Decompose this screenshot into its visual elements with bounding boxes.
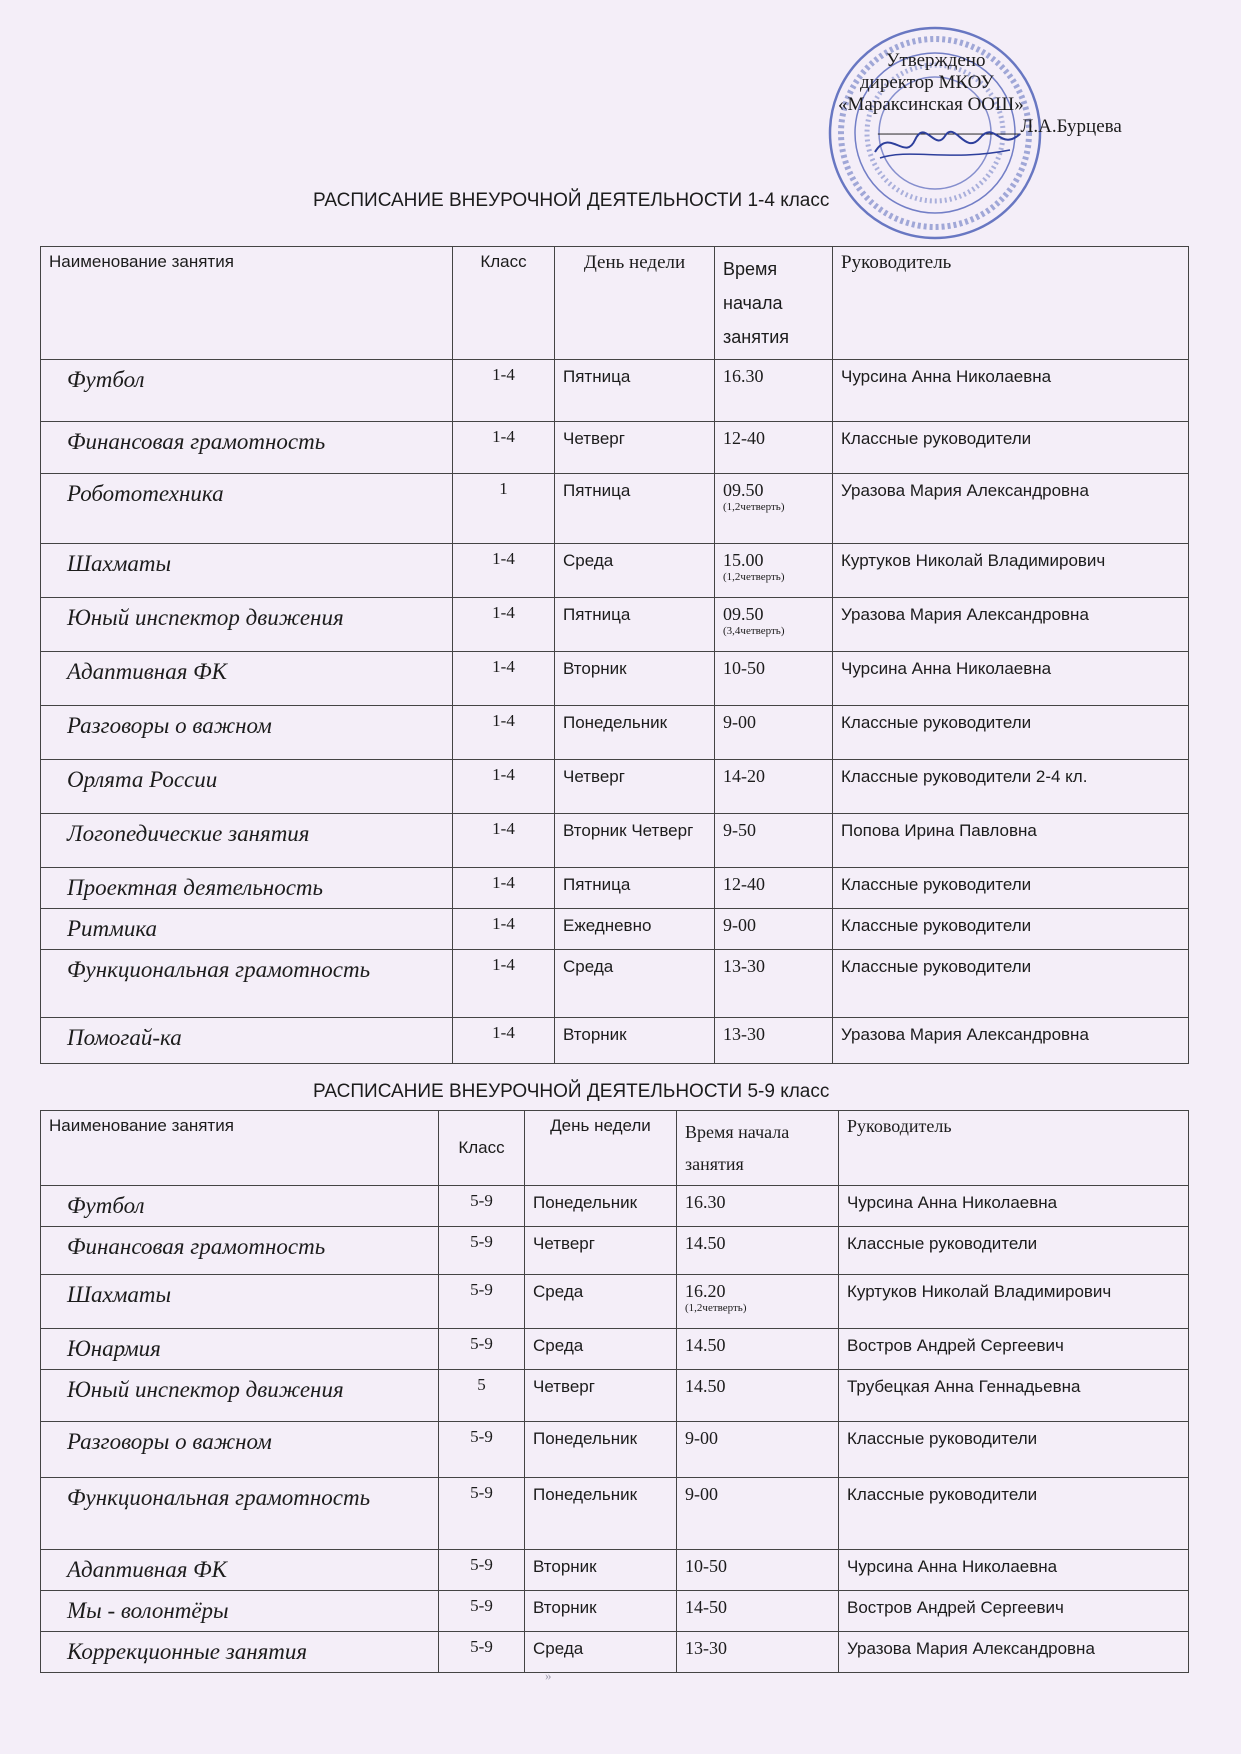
teacher-cell — [839, 1478, 1189, 1550]
teacher-cell — [839, 1370, 1189, 1422]
start-time-cell — [715, 760, 833, 814]
weekday-cell-text: Четверг — [533, 1234, 595, 1253]
start-time-cell-text: 14-50 — [685, 1597, 727, 1617]
class-cell — [453, 814, 555, 868]
teacher-cell — [839, 1632, 1189, 1673]
weekday-cell-text: Пятница — [563, 875, 631, 894]
start-time-cell — [677, 1275, 839, 1329]
activity-name-cell — [41, 1478, 439, 1550]
start-time-cell-text: 9-00 — [723, 915, 756, 935]
class-cell — [439, 1186, 525, 1227]
start-time-cell-text: 10-50 — [723, 658, 765, 678]
weekday-cell-text: Вторник — [533, 1598, 597, 1617]
class-cell-text: 1-4 — [492, 365, 515, 384]
class-cell — [439, 1227, 525, 1275]
class-cell-text: 5-9 — [470, 1232, 493, 1251]
activity-name-cell-text: Функциональная грамотность — [67, 957, 371, 982]
activity-name-cell-text: Функциональная грамотность — [67, 1485, 371, 1510]
table-row — [41, 1370, 1189, 1422]
teacher-cell-text: Чурсина Анна Николаевна — [847, 1557, 1058, 1576]
start-time-cell-text: 12-40 — [723, 874, 765, 894]
activity-name-cell-text: Разговоры о важном — [67, 713, 272, 738]
teacher-cell-text: Попова Ирина Павловна — [841, 821, 1037, 840]
activity-name-cell — [41, 814, 453, 868]
activity-name-cell-text: Робототехника — [67, 481, 224, 506]
weekday-cell — [525, 1227, 677, 1275]
activity-name-cell-text: Адаптивная ФК — [67, 1557, 227, 1582]
start-time-cell-text: 13-30 — [685, 1638, 727, 1658]
approval-line-director: директор МКОУ — [860, 72, 994, 93]
header-name: Наименование занятия — [41, 1111, 439, 1186]
teacher-cell-text: Востров Андрей Сергеевич — [847, 1336, 1064, 1355]
activity-name-cell-text: Адаптивная ФК — [67, 659, 227, 684]
start-time-cell — [715, 909, 833, 950]
class-cell — [453, 360, 555, 422]
table-row — [41, 909, 1189, 950]
weekday-cell-text: Понедельник — [563, 713, 668, 732]
weekday-cell-text: Ежедневно — [563, 916, 652, 935]
start-time-cell — [677, 1227, 839, 1275]
weekday-cell — [555, 950, 715, 1018]
class-cell — [453, 868, 555, 909]
activity-name-cell — [41, 422, 453, 474]
class-cell — [453, 706, 555, 760]
teacher-cell — [833, 598, 1189, 652]
weekday-cell-text: Четверг — [563, 767, 625, 786]
teacher-cell-text: Классные руководители — [841, 713, 1032, 732]
weekday-cell — [555, 909, 715, 950]
teacher-cell-text: Классные руководители — [841, 916, 1032, 935]
weekday-cell-text: Среда — [563, 957, 614, 976]
class-cell — [453, 1018, 555, 1064]
class-cell — [453, 544, 555, 598]
start-time-cell-text: 09.50 — [723, 604, 764, 624]
weekday-cell-text: Вторник — [563, 659, 627, 678]
weekday-cell-text: Пятница — [563, 481, 631, 500]
weekday-cell — [555, 868, 715, 909]
class-cell-text: 1-4 — [492, 549, 515, 568]
class-cell-text: 1-4 — [492, 873, 515, 892]
activity-name-cell-text: Шахматы — [67, 1282, 172, 1307]
teacher-cell-text: Классные руководители — [841, 875, 1032, 894]
teacher-cell — [833, 652, 1189, 706]
start-time-cell — [715, 706, 833, 760]
class-cell — [453, 474, 555, 544]
start-time-cell — [715, 360, 833, 422]
class-cell-text: 1-4 — [492, 765, 515, 784]
header-time: Время начала занятия — [715, 247, 833, 360]
start-time-cell — [715, 474, 833, 544]
table-row — [41, 1018, 1189, 1064]
start-time-cell-text: 9-00 — [685, 1484, 718, 1504]
weekday-cell — [555, 360, 715, 422]
activity-name-cell — [41, 652, 453, 706]
activity-name-cell — [41, 1550, 439, 1591]
teacher-cell-text: Чурсина Анна Николаевна — [847, 1193, 1058, 1212]
activity-name-cell — [41, 474, 453, 544]
class-cell — [439, 1370, 525, 1422]
start-time-cell-text: 14-20 — [723, 766, 765, 786]
class-cell-text: 1-4 — [492, 427, 515, 446]
quarter-note: (3,4четверть) — [723, 625, 785, 637]
class-cell-text: 1 — [499, 479, 508, 498]
activity-name-cell — [41, 1275, 439, 1329]
teacher-cell-text: Классные руководители — [847, 1429, 1038, 1448]
class-cell — [453, 652, 555, 706]
teacher-cell — [839, 1227, 1189, 1275]
start-time-cell — [715, 652, 833, 706]
teacher-cell — [833, 868, 1189, 909]
weekday-cell-text: Среда — [533, 1639, 584, 1658]
teacher-cell-text: Чурсина Анна Николаевна — [841, 659, 1052, 678]
teacher-cell — [833, 422, 1189, 474]
activity-name-cell — [41, 950, 453, 1018]
teacher-cell — [833, 760, 1189, 814]
table-row — [41, 814, 1189, 868]
activity-name-cell-text: Юнармия — [67, 1336, 161, 1361]
weekday-cell — [555, 814, 715, 868]
activity-name-cell-text: Орлята России — [67, 767, 218, 792]
teacher-cell — [833, 706, 1189, 760]
weekday-cell — [525, 1478, 677, 1550]
activity-name-cell-text: Мы - волонтёры — [67, 1598, 229, 1623]
activity-name-cell — [41, 1370, 439, 1422]
weekday-cell — [555, 760, 715, 814]
activity-name-cell — [41, 909, 453, 950]
activity-name-cell — [41, 360, 453, 422]
class-cell-text: 5-9 — [470, 1483, 493, 1502]
table-row — [41, 1591, 1189, 1632]
weekday-cell-text: Вторник — [563, 1025, 627, 1044]
class-cell — [439, 1275, 525, 1329]
start-time-cell — [677, 1422, 839, 1478]
teacher-cell — [839, 1591, 1189, 1632]
start-time-cell-text: 10-50 — [685, 1556, 727, 1576]
header-time: Время начала занятия — [677, 1111, 839, 1186]
weekday-cell-text: Понедельник — [533, 1193, 638, 1212]
teacher-cell — [833, 1018, 1189, 1064]
start-time-cell-text: 14.50 — [685, 1376, 726, 1396]
activity-name-cell-text: Логопедические занятия — [67, 821, 310, 846]
teacher-cell-text: Классные руководители — [841, 429, 1032, 448]
activity-name-cell — [41, 1329, 439, 1370]
table1-title: РАСПИСАНИЕ ВНЕУРОЧНОЙ ДЕЯТЕЛЬНОСТИ 1-4 класс — [313, 190, 830, 211]
class-cell-text: 1-4 — [492, 955, 515, 974]
weekday-cell-text: Понедельник — [533, 1485, 638, 1504]
table-row — [41, 950, 1189, 1018]
teacher-cell-text: Классные руководители — [841, 957, 1032, 976]
table-row — [41, 1632, 1189, 1673]
approval-line-name: Л.А.Бурцева — [1020, 116, 1122, 137]
teacher-cell-text: Классные руководители — [847, 1485, 1038, 1504]
start-time-cell — [677, 1186, 839, 1227]
weekday-cell-text: Среда — [533, 1282, 584, 1301]
start-time-cell — [715, 868, 833, 909]
teacher-cell — [833, 950, 1189, 1018]
activity-name-cell — [41, 706, 453, 760]
weekday-cell — [555, 1018, 715, 1064]
weekday-cell-text: Среда — [563, 551, 614, 570]
activity-name-cell-text: Футбол — [67, 1193, 145, 1218]
activity-name-cell-text: Ритмика — [67, 916, 158, 941]
activity-name-cell-text: Проектная деятельность — [67, 875, 323, 900]
start-time-cell — [715, 950, 833, 1018]
activity-name-cell — [41, 760, 453, 814]
table-row — [41, 1550, 1189, 1591]
start-time-cell-text: 9-50 — [723, 820, 756, 840]
header-day: День недели — [555, 247, 715, 360]
teacher-cell-text: Уразова Мария Александровна — [841, 481, 1089, 500]
class-cell — [453, 760, 555, 814]
start-time-cell — [677, 1370, 839, 1422]
start-time-cell-text: 16.30 — [723, 366, 764, 386]
quarter-note: (1,2четверть) — [685, 1302, 747, 1314]
activity-name-cell — [41, 868, 453, 909]
start-time-cell-text: 12-40 — [723, 428, 765, 448]
class-cell — [453, 422, 555, 474]
class-cell-text: 5-9 — [470, 1280, 493, 1299]
start-time-cell — [677, 1329, 839, 1370]
teacher-cell-text: Классные руководители — [847, 1234, 1038, 1253]
start-time-cell — [715, 422, 833, 474]
weekday-cell — [525, 1370, 677, 1422]
teacher-cell — [839, 1550, 1189, 1591]
teacher-cell-text: Уразова Мария Александровна — [841, 605, 1089, 624]
start-time-cell-text: 16.30 — [685, 1192, 726, 1212]
start-time-cell — [715, 598, 833, 652]
class-cell-text: 5-9 — [470, 1191, 493, 1210]
class-cell-text: 1-4 — [492, 914, 515, 933]
start-time-cell-text: 13-30 — [723, 956, 765, 976]
header-class: Класс — [453, 247, 555, 360]
activity-name-cell-text: Помогай-ка — [67, 1025, 182, 1050]
weekday-cell — [525, 1550, 677, 1591]
activity-name-cell — [41, 1227, 439, 1275]
activity-name-cell — [41, 1018, 453, 1064]
class-cell — [439, 1329, 525, 1370]
teacher-cell — [839, 1422, 1189, 1478]
class-cell — [453, 950, 555, 1018]
table-row — [41, 1275, 1189, 1329]
class-cell — [439, 1550, 525, 1591]
start-time-cell — [715, 1018, 833, 1064]
start-time-cell — [715, 544, 833, 598]
weekday-cell — [525, 1329, 677, 1370]
approval-line-approved: Утверждено — [886, 50, 986, 71]
class-cell — [453, 598, 555, 652]
director-signature — [870, 122, 1030, 167]
weekday-cell — [555, 544, 715, 598]
table-row — [41, 1478, 1189, 1550]
table-row — [41, 652, 1189, 706]
teacher-cell-text: Чурсина Анна Николаевна — [841, 367, 1052, 386]
teacher-cell-text: Востров Андрей Сергеевич — [847, 1598, 1064, 1617]
teacher-cell-text: Куртуков Николай Владимирович — [847, 1282, 1112, 1301]
teacher-cell — [833, 544, 1189, 598]
table-row — [41, 360, 1189, 422]
activity-name-cell — [41, 598, 453, 652]
class-cell-text: 5 — [477, 1375, 486, 1394]
header-class: Класс — [439, 1111, 525, 1186]
teacher-cell-text: Уразова Мария Александровна — [847, 1639, 1095, 1658]
teacher-cell — [833, 474, 1189, 544]
table-row — [41, 474, 1189, 544]
activity-name-cell — [41, 1591, 439, 1632]
activity-name-cell-text: Коррекционные занятия — [67, 1639, 308, 1664]
weekday-cell — [525, 1422, 677, 1478]
class-cell-text: 1-4 — [492, 711, 515, 730]
quarter-note: (1,2четверть) — [723, 571, 785, 583]
teacher-cell-text: Трубецкая Анна Геннадьевна — [847, 1377, 1081, 1396]
weekday-cell — [525, 1591, 677, 1632]
table-row — [41, 544, 1189, 598]
class-cell-text: 1-4 — [492, 819, 515, 838]
table-row — [41, 868, 1189, 909]
header-name: Наименование занятия — [41, 247, 453, 360]
start-time-cell-text: 14.50 — [685, 1335, 726, 1355]
table-row — [41, 1227, 1189, 1275]
start-time-cell — [677, 1591, 839, 1632]
activity-name-cell — [41, 1186, 439, 1227]
table-row — [41, 422, 1189, 474]
teacher-cell — [833, 360, 1189, 422]
weekday-cell-text: Вторник — [533, 1557, 597, 1576]
activity-name-cell-text: Финансовая грамотность — [67, 429, 326, 454]
teacher-cell — [833, 814, 1189, 868]
footer-mark: » — [545, 1668, 552, 1683]
weekday-cell-text: Понедельник — [533, 1429, 638, 1448]
table-row — [41, 1186, 1189, 1227]
class-cell-text: 5-9 — [470, 1555, 493, 1574]
class-cell-text: 1-4 — [492, 1023, 515, 1042]
weekday-cell — [525, 1632, 677, 1673]
schedule-table-1-4 — [40, 246, 1189, 1064]
weekday-cell — [555, 422, 715, 474]
weekday-cell — [525, 1186, 677, 1227]
teacher-cell — [839, 1186, 1189, 1227]
table-row — [41, 598, 1189, 652]
class-cell-text: 1-4 — [492, 603, 515, 622]
weekday-cell-text: Четверг — [563, 429, 625, 448]
start-time-cell — [677, 1632, 839, 1673]
class-cell-text: 5-9 — [470, 1334, 493, 1353]
start-time-cell-text: 14.50 — [685, 1233, 726, 1253]
weekday-cell — [555, 652, 715, 706]
class-cell — [439, 1422, 525, 1478]
start-time-cell-text: 9-00 — [723, 712, 756, 732]
weekday-cell — [525, 1275, 677, 1329]
teacher-cell — [833, 909, 1189, 950]
start-time-cell-text: 16.20 — [685, 1281, 726, 1301]
activity-name-cell-text: Шахматы — [67, 551, 172, 576]
activity-name-cell-text: Футбол — [67, 367, 145, 392]
teacher-cell-text: Классные руководители 2-4 кл. — [841, 767, 1088, 786]
class-cell-text: 5-9 — [470, 1596, 493, 1615]
activity-name-cell — [41, 544, 453, 598]
table-row — [41, 1422, 1189, 1478]
start-time-cell-text: 15.00 — [723, 550, 764, 570]
activity-name-cell-text: Юный инспектор движения — [67, 605, 344, 630]
teacher-cell-text: Уразова Мария Александровна — [841, 1025, 1089, 1044]
activity-name-cell-text: Разговоры о важном — [67, 1429, 272, 1454]
teacher-cell — [839, 1275, 1189, 1329]
weekday-cell — [555, 474, 715, 544]
start-time-cell-text: 09.50 — [723, 480, 764, 500]
weekday-cell-text: Вторник Четверг — [563, 821, 694, 840]
activity-name-cell — [41, 1422, 439, 1478]
activity-name-cell-text: Финансовая грамотность — [67, 1234, 326, 1259]
class-cell-text: 5-9 — [470, 1637, 493, 1656]
start-time-cell — [677, 1478, 839, 1550]
weekday-cell-text: Пятница — [563, 605, 631, 624]
weekday-cell-text: Среда — [533, 1336, 584, 1355]
table2-title: РАСПИСАНИЕ ВНЕУРОЧНОЙ ДЕЯТЕЛЬНОСТИ 5-9 класс — [313, 1081, 830, 1102]
activity-name-cell-text: Юный инспектор движения — [67, 1377, 344, 1402]
class-cell-text: 1-4 — [492, 657, 515, 676]
teacher-cell — [839, 1329, 1189, 1370]
signature-line: _______________ — [878, 116, 1021, 137]
header-lead: Руководитель — [833, 247, 1189, 360]
table-row — [41, 1329, 1189, 1370]
start-time-cell-text: 9-00 — [685, 1428, 718, 1448]
weekday-cell-text: Пятница — [563, 367, 631, 386]
header-lead: Руководитель — [839, 1111, 1189, 1186]
weekday-cell — [555, 598, 715, 652]
approval-line-school: «Мараксинская ООШ» — [838, 94, 1024, 115]
weekday-cell — [555, 706, 715, 760]
quarter-note: (1,2четверть) — [723, 501, 785, 513]
activity-name-cell — [41, 1632, 439, 1673]
start-time-cell — [715, 814, 833, 868]
teacher-cell-text: Куртуков Николай Владимирович — [841, 551, 1106, 570]
class-cell-text: 5-9 — [470, 1427, 493, 1446]
class-cell — [453, 909, 555, 950]
table-row — [41, 760, 1189, 814]
schedule-table-5-9 — [40, 1110, 1189, 1673]
start-time-cell — [677, 1550, 839, 1591]
start-time-cell-text: 13-30 — [723, 1024, 765, 1044]
weekday-cell-text: Четверг — [533, 1377, 595, 1396]
class-cell — [439, 1591, 525, 1632]
header-day: День недели — [525, 1111, 677, 1186]
table-row — [41, 706, 1189, 760]
class-cell — [439, 1632, 525, 1673]
class-cell — [439, 1478, 525, 1550]
